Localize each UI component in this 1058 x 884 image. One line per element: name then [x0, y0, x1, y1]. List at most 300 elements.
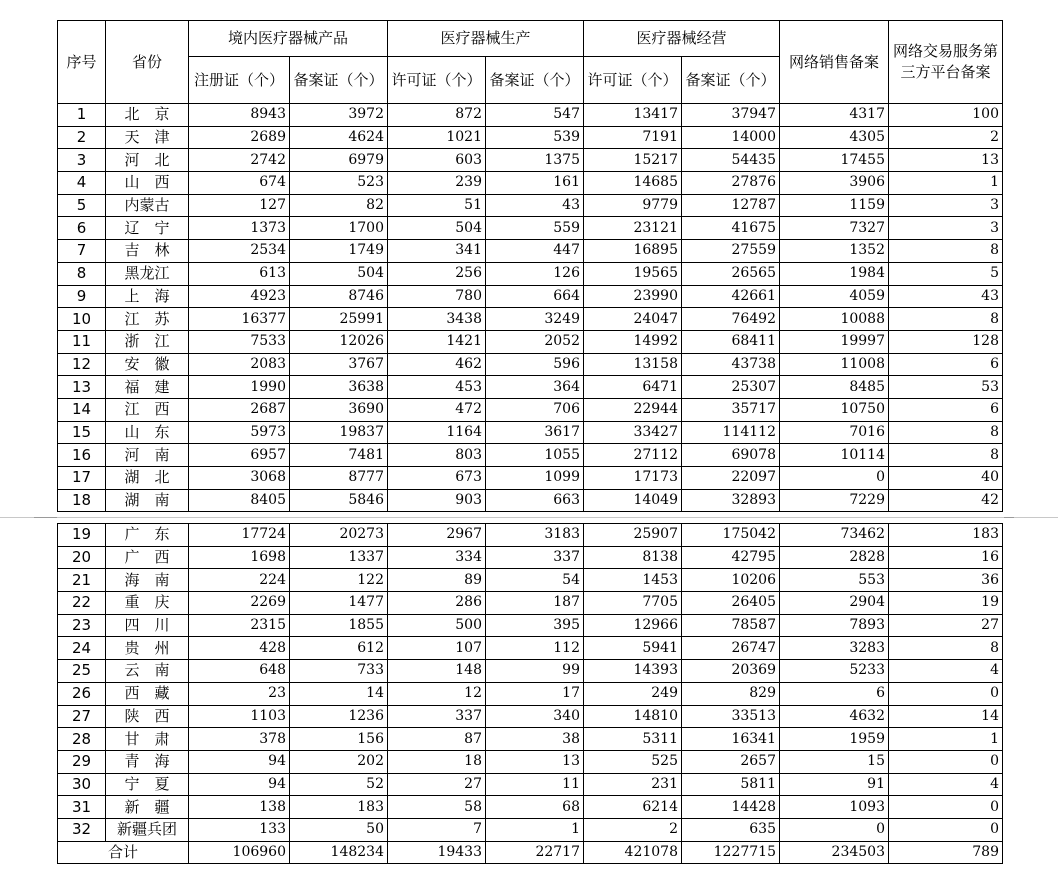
- row-value: 175042: [682, 524, 780, 547]
- row-value: 36: [889, 569, 1003, 592]
- table-row: [58, 104, 1003, 127]
- row-value: 2904: [780, 592, 889, 615]
- row-province: 四 川: [106, 614, 189, 637]
- row-value: 183: [889, 524, 1003, 547]
- row-value: 903: [388, 489, 486, 512]
- row-value: 3068: [189, 467, 290, 490]
- row-value: 6214: [584, 796, 682, 819]
- row-value: 13417: [584, 104, 682, 127]
- row-value: 256: [388, 262, 486, 285]
- row-seq: 26: [58, 682, 106, 705]
- row-value: 231: [584, 773, 682, 796]
- row-seq: 22: [58, 592, 106, 615]
- row-seq: 16: [58, 444, 106, 467]
- row-value: 5941: [584, 637, 682, 660]
- row-value: 78587: [682, 614, 780, 637]
- row-value: 156: [290, 728, 388, 751]
- row-value: 1477: [290, 592, 388, 615]
- total-cell: 22717: [486, 841, 584, 863]
- row-value: 4305: [780, 126, 889, 149]
- row-value: 378: [189, 728, 290, 751]
- row-value: 52: [290, 773, 388, 796]
- row-value: 1159: [780, 194, 889, 217]
- table-total: [58, 841, 1003, 863]
- row-province: 江 苏: [106, 308, 189, 331]
- row-value: 1021: [388, 126, 486, 149]
- row-value: 1453: [584, 569, 682, 592]
- row-value: 7893: [780, 614, 889, 637]
- row-value: 37947: [682, 104, 780, 127]
- row-value: 42661: [682, 285, 780, 308]
- row-value: 38: [486, 728, 584, 751]
- statistics-table-part2: [57, 523, 1003, 864]
- row-value: 69078: [682, 444, 780, 467]
- row-seq: 30: [58, 773, 106, 796]
- row-value: 35717: [682, 398, 780, 421]
- row-seq: 14: [58, 398, 106, 421]
- row-value: 4059: [780, 285, 889, 308]
- row-value: 337: [388, 705, 486, 728]
- row-value: 664: [486, 285, 584, 308]
- table-row: [58, 126, 1003, 149]
- row-seq: 11: [58, 330, 106, 353]
- row-value: 334: [388, 546, 486, 569]
- row-value: 8746: [290, 285, 388, 308]
- header-record-cert-production: 备案证（个）: [486, 57, 584, 104]
- row-province: 吉 林: [106, 240, 189, 263]
- row-value: 27: [889, 614, 1003, 637]
- row-value: 15217: [584, 149, 682, 172]
- row-value: 803: [388, 444, 486, 467]
- row-province: 贵 州: [106, 637, 189, 660]
- row-value: 183: [290, 796, 388, 819]
- row-value: 674: [189, 172, 290, 195]
- row-value: 114112: [682, 421, 780, 444]
- table-row: [58, 172, 1003, 195]
- row-value: 27: [388, 773, 486, 796]
- row-province: 新 疆: [106, 796, 189, 819]
- row-value: 1984: [780, 262, 889, 285]
- row-value: 12966: [584, 614, 682, 637]
- table-row: [58, 773, 1003, 796]
- row-value: 22944: [584, 398, 682, 421]
- row-value: 76492: [682, 308, 780, 331]
- total-cell: 789: [889, 841, 1003, 863]
- row-value: 19565: [584, 262, 682, 285]
- row-value: 547: [486, 104, 584, 127]
- row-seq: 12: [58, 353, 106, 376]
- row-value: 18: [388, 750, 486, 773]
- row-value: 10114: [780, 444, 889, 467]
- row-value: 2269: [189, 592, 290, 615]
- row-value: 613: [189, 262, 290, 285]
- total-cell: 421078: [584, 841, 682, 863]
- row-value: 523: [290, 172, 388, 195]
- table-row: [58, 398, 1003, 421]
- row-value: 3690: [290, 398, 388, 421]
- row-value: 27876: [682, 172, 780, 195]
- row-province: 宁 夏: [106, 773, 189, 796]
- row-value: 286: [388, 592, 486, 615]
- row-value: 4: [889, 773, 1003, 796]
- row-value: 42: [889, 489, 1003, 512]
- row-value: 27559: [682, 240, 780, 263]
- row-value: 87: [388, 728, 486, 751]
- row-value: 26405: [682, 592, 780, 615]
- row-value: 33427: [584, 421, 682, 444]
- row-province: 福 建: [106, 376, 189, 399]
- page-break-mark-left: [34, 517, 57, 523]
- row-value: 1700: [290, 217, 388, 240]
- row-value: 14810: [584, 705, 682, 728]
- row-province: 山 东: [106, 421, 189, 444]
- table-row: [58, 614, 1003, 637]
- row-value: 8405: [189, 489, 290, 512]
- header-record-cert-operation: 备案证（个）: [682, 57, 780, 104]
- row-value: 1236: [290, 705, 388, 728]
- row-value: 99: [486, 660, 584, 683]
- row-value: 559: [486, 217, 584, 240]
- table-row: [58, 217, 1003, 240]
- row-value: 249: [584, 682, 682, 705]
- row-value: 58: [388, 796, 486, 819]
- row-seq: 18: [58, 489, 106, 512]
- row-value: 8: [889, 637, 1003, 660]
- row-value: 13: [486, 750, 584, 773]
- row-value: 8: [889, 240, 1003, 263]
- row-value: 1373: [189, 217, 290, 240]
- row-value: 14: [889, 705, 1003, 728]
- row-value: 663: [486, 489, 584, 512]
- row-value: 42795: [682, 546, 780, 569]
- row-province: 内蒙古: [106, 194, 189, 217]
- row-value: 5311: [584, 728, 682, 751]
- row-value: 14049: [584, 489, 682, 512]
- row-value: 2052: [486, 330, 584, 353]
- row-value: 12787: [682, 194, 780, 217]
- row-province: 江 西: [106, 398, 189, 421]
- row-value: 337: [486, 546, 584, 569]
- row-province: 安 徽: [106, 353, 189, 376]
- row-value: 7191: [584, 126, 682, 149]
- row-province: 河 南: [106, 444, 189, 467]
- row-value: 462: [388, 353, 486, 376]
- row-seq: 28: [58, 728, 106, 751]
- row-value: 27112: [584, 444, 682, 467]
- row-value: 2315: [189, 614, 290, 637]
- row-value: 6471: [584, 376, 682, 399]
- table-row: [58, 308, 1003, 331]
- table-row: [58, 796, 1003, 819]
- header-online-sales: 网络销售备案: [780, 21, 889, 104]
- row-value: 8: [889, 444, 1003, 467]
- total-row: [58, 841, 1003, 863]
- row-seq: 4: [58, 172, 106, 195]
- table-row: [58, 660, 1003, 683]
- row-value: 122: [290, 569, 388, 592]
- table-row: [58, 262, 1003, 285]
- row-value: 20369: [682, 660, 780, 683]
- row-value: 187: [486, 592, 584, 615]
- total-cell: 148234: [290, 841, 388, 863]
- row-value: 239: [388, 172, 486, 195]
- row-value: 43: [486, 194, 584, 217]
- row-seq: 9: [58, 285, 106, 308]
- row-value: 1855: [290, 614, 388, 637]
- row-value: 33513: [682, 705, 780, 728]
- row-value: 706: [486, 398, 584, 421]
- row-seq: 25: [58, 660, 106, 683]
- row-value: 22097: [682, 467, 780, 490]
- row-value: 43738: [682, 353, 780, 376]
- table-row: [58, 705, 1003, 728]
- row-value: 17: [486, 682, 584, 705]
- row-value: 0: [889, 750, 1003, 773]
- row-value: 25307: [682, 376, 780, 399]
- row-value: 553: [780, 569, 889, 592]
- row-value: 3438: [388, 308, 486, 331]
- row-value: 15: [780, 750, 889, 773]
- row-value: 25907: [584, 524, 682, 547]
- row-value: 10206: [682, 569, 780, 592]
- row-province: 山 西: [106, 172, 189, 195]
- row-value: 4923: [189, 285, 290, 308]
- table-row: [58, 376, 1003, 399]
- row-value: 0: [889, 818, 1003, 841]
- row-value: 1337: [290, 546, 388, 569]
- row-value: 1055: [486, 444, 584, 467]
- row-value: 54: [486, 569, 584, 592]
- table-row: [58, 546, 1003, 569]
- row-value: 2689: [189, 126, 290, 149]
- row-value: 1164: [388, 421, 486, 444]
- row-province: 黑龙江: [106, 262, 189, 285]
- row-seq: 3: [58, 149, 106, 172]
- row-value: 8777: [290, 467, 388, 490]
- row-value: 50: [290, 818, 388, 841]
- row-value: 14685: [584, 172, 682, 195]
- row-value: 5811: [682, 773, 780, 796]
- row-value: 51: [388, 194, 486, 217]
- row-value: 82: [290, 194, 388, 217]
- row-seq: 2: [58, 126, 106, 149]
- row-seq: 13: [58, 376, 106, 399]
- row-seq: 7: [58, 240, 106, 263]
- row-value: 603: [388, 149, 486, 172]
- row-value: 68411: [682, 330, 780, 353]
- row-value: 161: [486, 172, 584, 195]
- row-value: 11008: [780, 353, 889, 376]
- header-license-operation: 许可证（个）: [584, 57, 682, 104]
- row-value: 17724: [189, 524, 290, 547]
- row-value: 19997: [780, 330, 889, 353]
- row-value: 0: [780, 467, 889, 490]
- row-value: 91: [780, 773, 889, 796]
- table-row: [58, 818, 1003, 841]
- row-value: 8: [889, 308, 1003, 331]
- row-value: 224: [189, 569, 290, 592]
- row-province: 海 南: [106, 569, 189, 592]
- row-value: 539: [486, 126, 584, 149]
- row-value: 16: [889, 546, 1003, 569]
- row-value: 504: [388, 217, 486, 240]
- row-value: 1099: [486, 467, 584, 490]
- header-third-party-platform: 网络交易服务第三方平台备案: [889, 21, 1003, 104]
- row-value: 2687: [189, 398, 290, 421]
- row-value: 3: [889, 217, 1003, 240]
- row-seq: 19: [58, 524, 106, 547]
- row-value: 9779: [584, 194, 682, 217]
- row-value: 635: [682, 818, 780, 841]
- row-value: 126: [486, 262, 584, 285]
- row-value: 8943: [189, 104, 290, 127]
- row-value: 5846: [290, 489, 388, 512]
- row-province: 辽 宁: [106, 217, 189, 240]
- row-value: 43: [889, 285, 1003, 308]
- row-value: 6979: [290, 149, 388, 172]
- row-value: 4624: [290, 126, 388, 149]
- row-value: 17455: [780, 149, 889, 172]
- row-value: 6: [889, 398, 1003, 421]
- row-value: 1: [486, 818, 584, 841]
- row-value: 25991: [290, 308, 388, 331]
- row-value: 1959: [780, 728, 889, 751]
- row-value: 596: [486, 353, 584, 376]
- row-value: 19837: [290, 421, 388, 444]
- row-province: 西 藏: [106, 682, 189, 705]
- row-seq: 24: [58, 637, 106, 660]
- row-value: 16341: [682, 728, 780, 751]
- row-value: 2828: [780, 546, 889, 569]
- row-value: 7: [388, 818, 486, 841]
- row-value: 6: [780, 682, 889, 705]
- row-value: 10088: [780, 308, 889, 331]
- row-value: 19: [889, 592, 1003, 615]
- row-seq: 27: [58, 705, 106, 728]
- row-province: 甘 肃: [106, 728, 189, 751]
- row-value: 2742: [189, 149, 290, 172]
- row-value: 24047: [584, 308, 682, 331]
- row-value: 41675: [682, 217, 780, 240]
- row-seq: 5: [58, 194, 106, 217]
- header-seq: 序号: [58, 21, 106, 104]
- row-value: 2: [584, 818, 682, 841]
- row-value: 1421: [388, 330, 486, 353]
- row-seq: 6: [58, 217, 106, 240]
- table-row: [58, 194, 1003, 217]
- row-value: 504: [290, 262, 388, 285]
- row-value: 1749: [290, 240, 388, 263]
- row-value: 612: [290, 637, 388, 660]
- row-value: 4632: [780, 705, 889, 728]
- row-value: 1990: [189, 376, 290, 399]
- row-value: 7533: [189, 330, 290, 353]
- row-value: 23990: [584, 285, 682, 308]
- row-value: 26747: [682, 637, 780, 660]
- row-value: 14428: [682, 796, 780, 819]
- table-row: [58, 240, 1003, 263]
- row-value: 53: [889, 376, 1003, 399]
- row-value: 3: [889, 194, 1003, 217]
- row-value: 16895: [584, 240, 682, 263]
- row-value: 107: [388, 637, 486, 660]
- row-value: 1: [889, 172, 1003, 195]
- row-value: 1375: [486, 149, 584, 172]
- row-value: 148: [388, 660, 486, 683]
- row-value: 5973: [189, 421, 290, 444]
- row-value: 7229: [780, 489, 889, 512]
- row-value: 133: [189, 818, 290, 841]
- row-value: 3972: [290, 104, 388, 127]
- row-province: 湖 北: [106, 467, 189, 490]
- row-value: 4317: [780, 104, 889, 127]
- table-body-part2: [58, 524, 1003, 842]
- row-value: 525: [584, 750, 682, 773]
- row-value: 54435: [682, 149, 780, 172]
- row-value: 447: [486, 240, 584, 263]
- row-value: 10750: [780, 398, 889, 421]
- row-value: 3283: [780, 637, 889, 660]
- row-value: 8: [889, 421, 1003, 444]
- table-row: [58, 682, 1003, 705]
- row-value: 7481: [290, 444, 388, 467]
- row-value: 472: [388, 398, 486, 421]
- row-value: 1698: [189, 546, 290, 569]
- row-seq: 15: [58, 421, 106, 444]
- table-row: [58, 524, 1003, 547]
- row-value: 0: [889, 796, 1003, 819]
- header-domestic-products: 境内医疗器械产品: [189, 21, 388, 57]
- row-value: 13: [889, 149, 1003, 172]
- row-value: 202: [290, 750, 388, 773]
- row-province: 广 西: [106, 546, 189, 569]
- row-value: 100: [889, 104, 1003, 127]
- row-value: 23121: [584, 217, 682, 240]
- row-seq: 8: [58, 262, 106, 285]
- row-value: 829: [682, 682, 780, 705]
- row-seq: 31: [58, 796, 106, 819]
- row-province: 广 东: [106, 524, 189, 547]
- row-value: 3617: [486, 421, 584, 444]
- row-value: 733: [290, 660, 388, 683]
- row-value: 13158: [584, 353, 682, 376]
- row-seq: 32: [58, 818, 106, 841]
- row-value: 127: [189, 194, 290, 217]
- row-value: 341: [388, 240, 486, 263]
- row-province: 云 南: [106, 660, 189, 683]
- row-value: 68: [486, 796, 584, 819]
- row-value: 11: [486, 773, 584, 796]
- row-value: 0: [889, 682, 1003, 705]
- header-registration-cert: 注册证（个）: [189, 57, 290, 104]
- row-value: 14393: [584, 660, 682, 683]
- row-seq: 17: [58, 467, 106, 490]
- total-cell: 1227715: [682, 841, 780, 863]
- row-value: 17173: [584, 467, 682, 490]
- row-value: 428: [189, 637, 290, 660]
- row-value: 7016: [780, 421, 889, 444]
- table-row: [58, 750, 1003, 773]
- total-cell: 19433: [388, 841, 486, 863]
- row-province: 浙 江: [106, 330, 189, 353]
- row-value: 7705: [584, 592, 682, 615]
- row-value: 3767: [290, 353, 388, 376]
- statistics-table-part1: [57, 20, 1003, 512]
- row-value: 16377: [189, 308, 290, 331]
- row-value: 138: [189, 796, 290, 819]
- row-value: 20273: [290, 524, 388, 547]
- row-value: 3638: [290, 376, 388, 399]
